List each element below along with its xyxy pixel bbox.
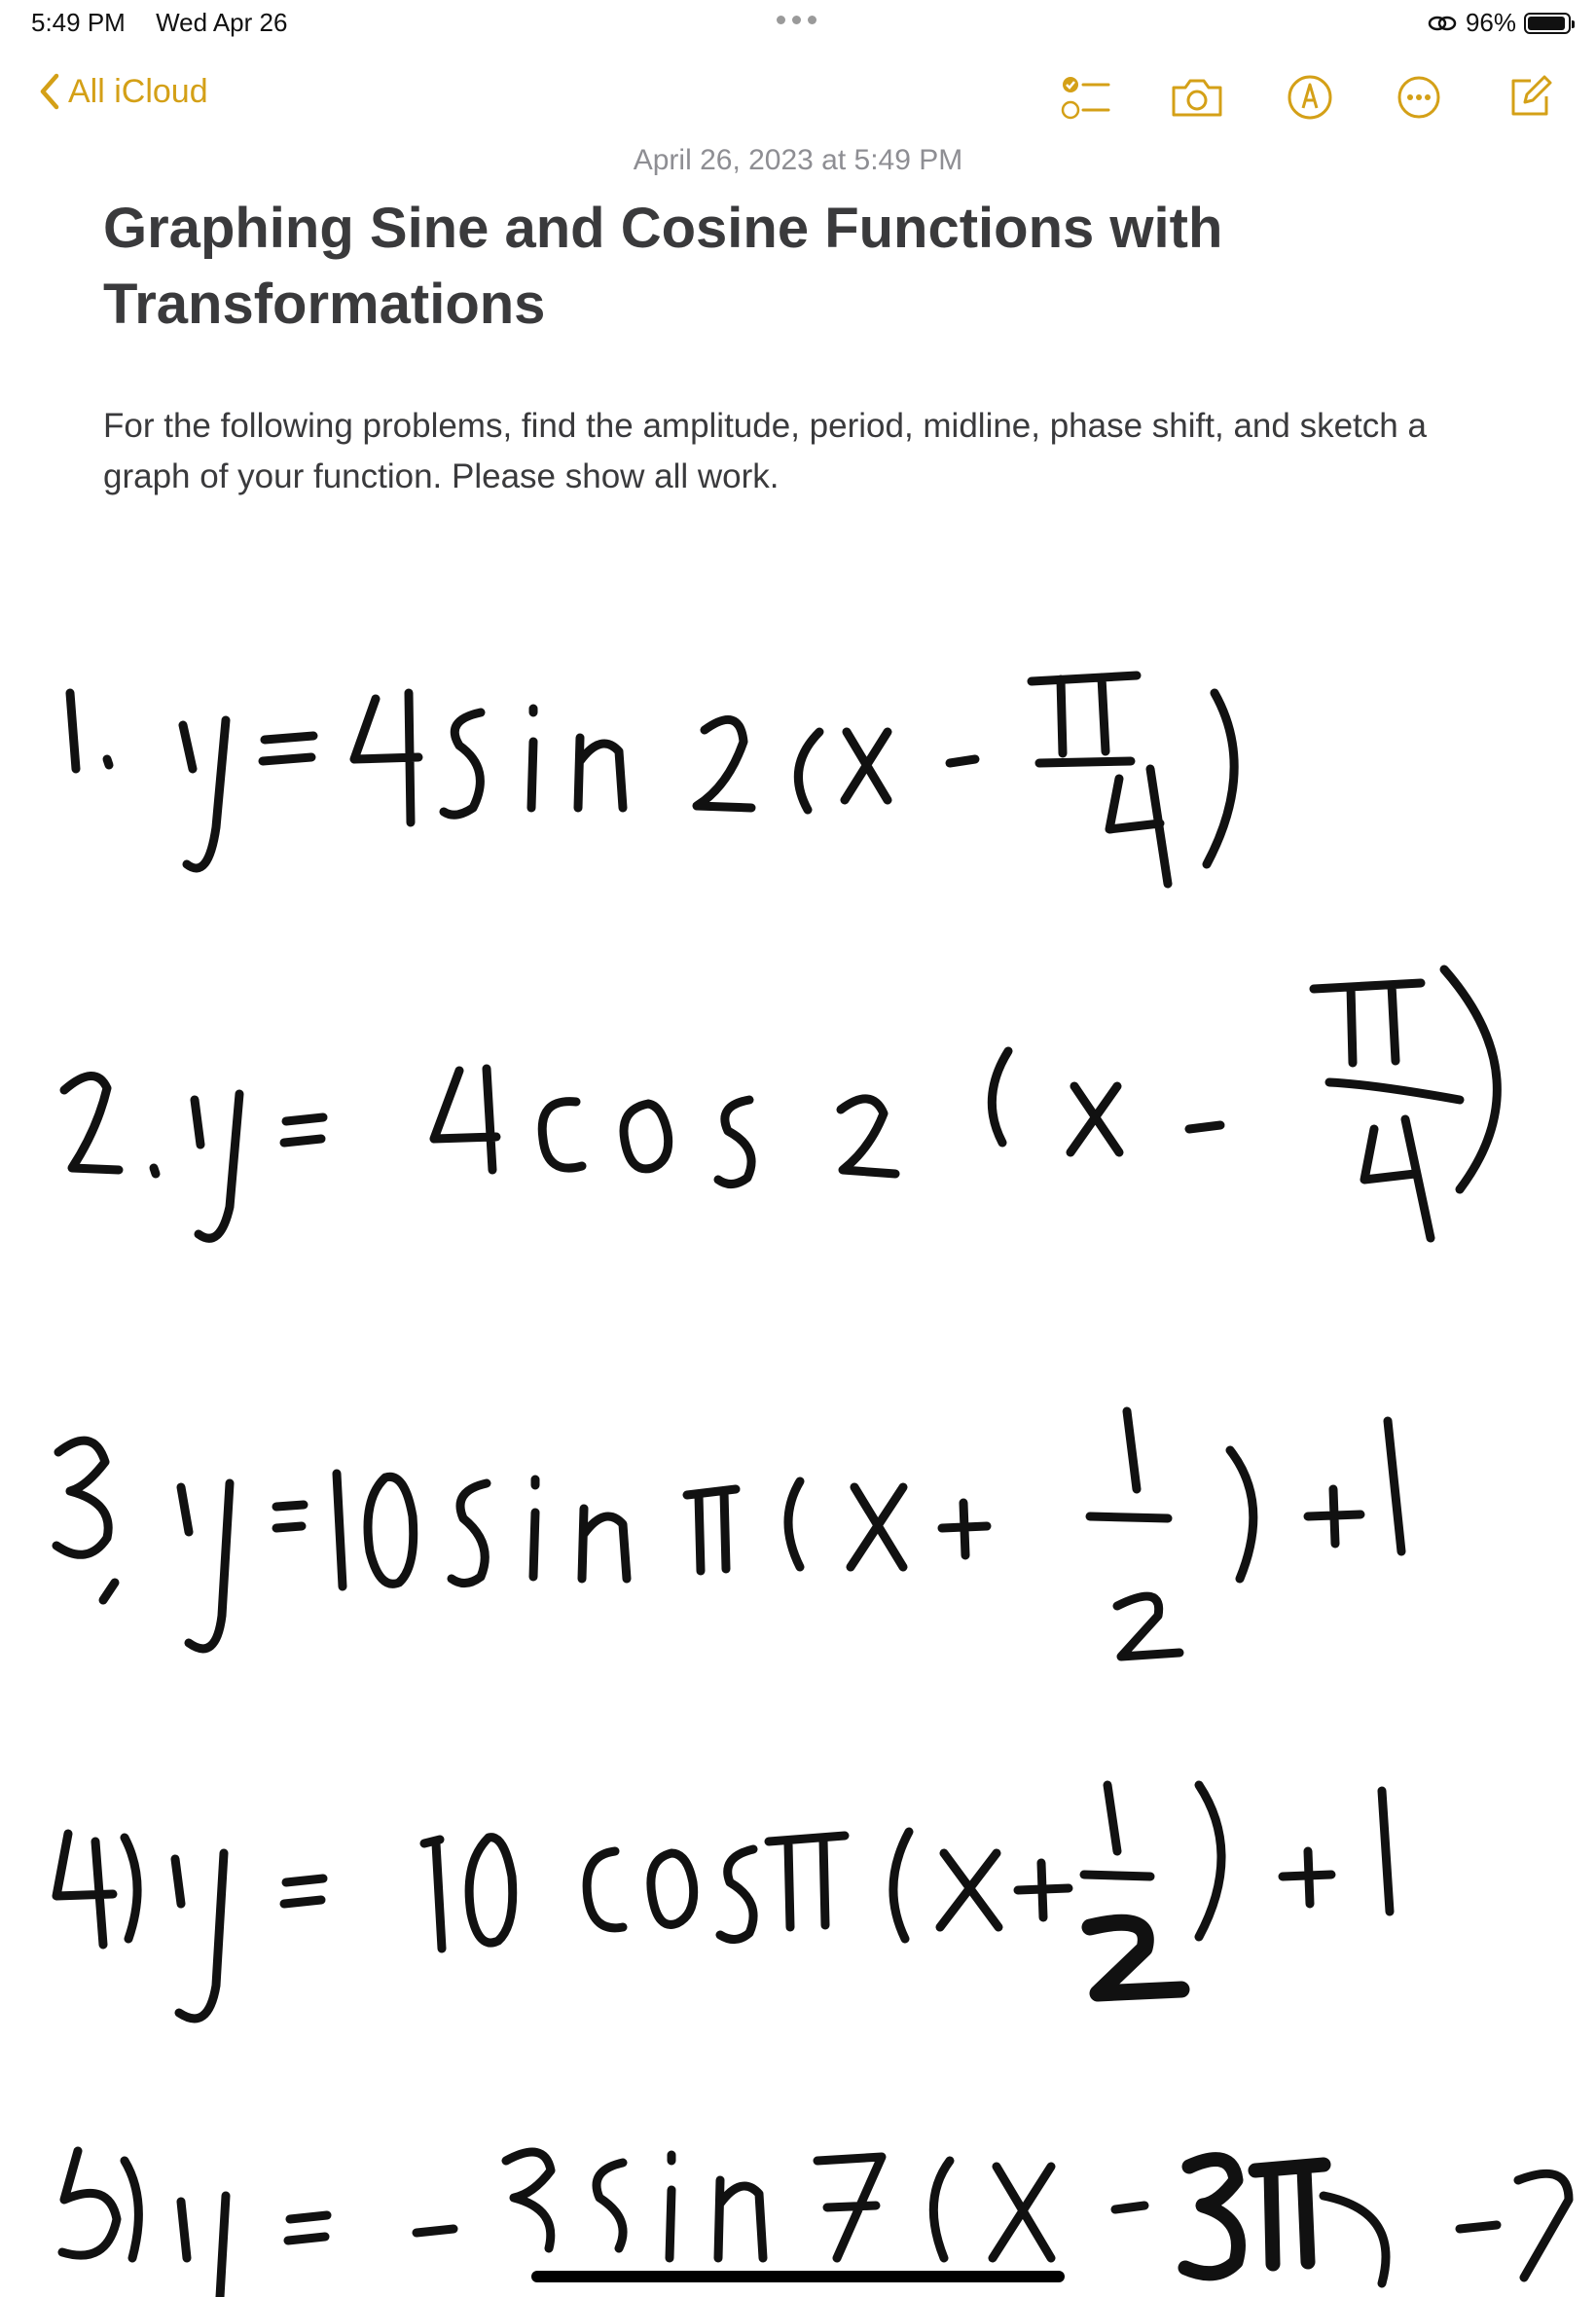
battery-percent: 96%	[1465, 8, 1516, 37]
handwritten-problem-3	[56, 1411, 1401, 1657]
multitasking-dots-icon[interactable]	[777, 16, 816, 24]
back-button[interactable]	[37, 72, 208, 111]
note-date: April 26, 2023 at 5:49 PM	[633, 144, 963, 176]
home-indicator[interactable]	[531, 2271, 1065, 2282]
status-right	[1427, 8, 1571, 38]
markup-pen-icon	[1286, 73, 1334, 122]
more-button[interactable]	[1390, 68, 1448, 127]
camera-button[interactable]	[1168, 68, 1226, 127]
compose-icon	[1505, 73, 1554, 122]
markup-button[interactable]	[1281, 68, 1339, 127]
link-icon	[1427, 14, 1458, 33]
back-button-label: All iCloud	[68, 72, 208, 110]
camera-icon	[1170, 76, 1224, 119]
chevron-left-icon	[37, 72, 62, 111]
more-icon	[1396, 74, 1442, 121]
note-toolbar	[0, 58, 1596, 136]
checklist-button[interactable]	[1057, 68, 1115, 127]
handwritten-bold-denominator	[1090, 1922, 1181, 1993]
note-body[interactable]: For the following problems, find the amplitude, period, midline, phase shift, and sketch a graph of your function. Please show all work.	[103, 407, 1427, 495]
handwritten-bold-3pi	[1185, 2160, 1324, 2274]
status-bar	[0, 0, 1596, 49]
compose-button[interactable]	[1501, 68, 1559, 127]
status-time: 5:49 PM	[31, 8, 126, 37]
handwriting-canvas[interactable]	[0, 623, 1596, 2297]
checklist-icon	[1060, 73, 1112, 122]
status-time-date	[31, 8, 310, 38]
note-title[interactable]: Graphing Sine and Cosine Functions with Transformations	[103, 197, 1223, 336]
handwritten-problem-4	[56, 1785, 1390, 2019]
handwritten-problem-2	[64, 969, 1497, 1238]
status-date: Wed Apr 26	[156, 8, 288, 37]
battery-icon	[1524, 13, 1571, 34]
handwritten-problem-1	[70, 675, 1234, 884]
